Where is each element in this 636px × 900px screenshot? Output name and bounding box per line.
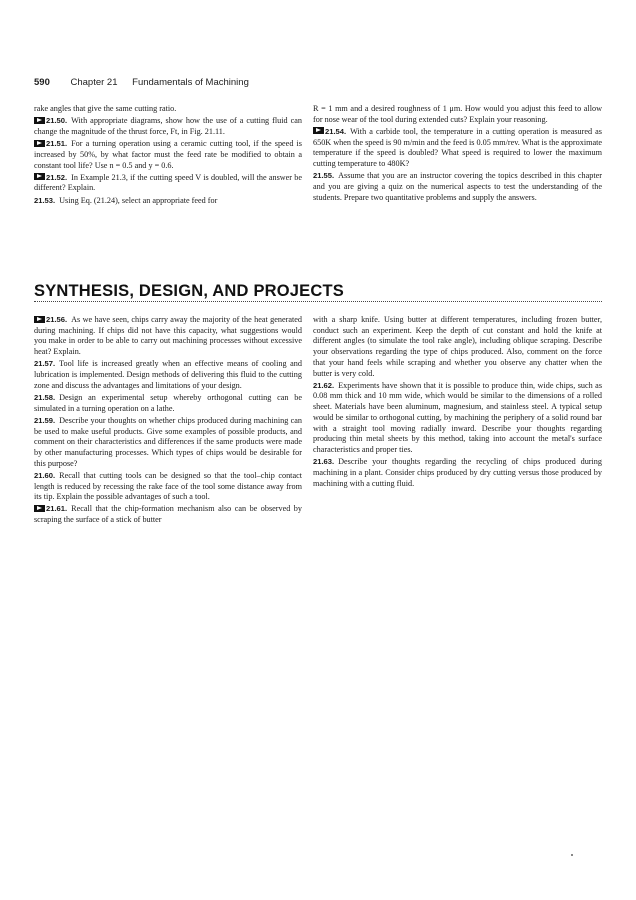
- problem-number: 21.63.: [313, 457, 335, 467]
- problem-text: Tool life is increased greatly when an effective means of cooling and lubrication is implemented. Design methods of delivering this fluid to the cutting zone and discuss the advantages and limitations of your design.: [34, 359, 302, 390]
- problem-number: 21.52.: [46, 172, 68, 182]
- page-number: 590: [34, 77, 50, 88]
- problem-text: With appropriate diagrams, show how the use of a cutting fluid can change the magnitude of the thrust force, Ft, in Fig. 21.11.: [34, 116, 302, 136]
- problem-text: As we have seen, chips carry away the majority of the heat generated during machining. If chips did not have this capacity, what suggestions would you make in order to be able to carry out machining processes without excessive heat? Explain.: [34, 315, 302, 357]
- problem-item: [34, 116, 302, 137]
- problem-number: 21.61.: [46, 504, 68, 514]
- section-title: SYNTHESIS, DESIGN, AND PROJECTS: [34, 282, 344, 300]
- problem-number: 21.56.: [46, 315, 68, 324]
- section-divider: [34, 301, 602, 302]
- video-solution-icon: [34, 117, 45, 124]
- problems-column-bottom-left: [34, 315, 302, 527]
- problems-column-top-right: [313, 104, 602, 205]
- problem-number: 21.60.: [34, 470, 56, 480]
- video-solution-icon: [34, 316, 45, 323]
- continuation-text: with a sharp knife. Using butter at different temperatures, including frozen butter, conduct such an experiment. Keep the depth of cut constant and hold the knife at different angles (to simulate the tool rake angle), including oblique scraping. Describe your observations regarding the type of chips produced. Also, comment on the force that your hand feels while scraping and whether you observe any chatter when the butter is very cold.: [313, 315, 602, 378]
- chapter-label: Chapter 21: [70, 77, 118, 88]
- problem-item: [313, 127, 602, 170]
- page-mark: [571, 854, 573, 856]
- video-solution-icon: [34, 140, 45, 147]
- problem-item: [34, 393, 302, 414]
- problem-text: Assume that you are an instructor covering the topics described in this chapter and you are giving a quiz on the numerical aspects to test the understanding of the students. Prepare two quantitative problems and supply the answers.: [313, 171, 602, 202]
- problem-text: Describe your thoughts on whether chips produced during machining can be used to make useful products. Give some examples of possible products, and comment on their characteristics and differences if the same products were made by other manufacturing processes. Which types of chips would be desirable for this purpose?: [34, 415, 302, 468]
- video-solution-icon: [34, 505, 45, 512]
- problem-number: 21.50.: [46, 116, 68, 126]
- problem-text: Describe your thoughts regarding the recycling of chips produced during machining in a plant. Consider chips produced by dry cutting versus those produced by machining with a cutting fluid.: [313, 457, 602, 488]
- problem-number: 21.51.: [46, 139, 68, 149]
- problem-number: 21.59.: [34, 415, 56, 425]
- problem-number: 21.53.: [34, 195, 56, 205]
- continuation-text: rake angles that give the same cutting ratio.: [34, 104, 177, 113]
- problem-text: In Example 21.3, if the cutting speed V is doubled, will the answer be different? Explain.: [34, 172, 302, 193]
- problem-item: [34, 315, 302, 358]
- problem-item: [34, 416, 302, 470]
- problem-text: Design an experimental setup whereby orthogonal cutting can be simulated in a turning operation on a lathe.: [34, 392, 302, 413]
- video-solution-icon: [313, 127, 324, 134]
- problem-text: Experiments have shown that it is possible to produce thin, wide chips, such as 0.08 mm thick and 10 mm wide, which would be similar to the dimensions of a rolled sheet. Materials have been aluminum, magnesium, and stainless steel. A typical setup would be similar to orthogonal cutting, by machining the periphery of a solid round bar with a straight tool moving radially inward. Describe your thoughts regarding producing thin metal sheets by this method, taking into account the metal's surface characteristics and proper ties.: [313, 380, 602, 454]
- problem-item: [34, 504, 302, 525]
- problem-item: [34, 471, 302, 503]
- problem-text: Recall that the chip-formation mechanism also can be observed by scraping the surface of a stick of butter: [34, 504, 302, 525]
- problem-item: [313, 381, 602, 456]
- problem-text: Recall that cutting tools can be designed so that the tool–chip contact length is reduced by recessing the rake face of the tool some distance away from its tip. Explain the possible advantages of such a tool.: [34, 470, 302, 502]
- problem-item: [34, 359, 302, 391]
- problems-column-top-left: [34, 104, 302, 208]
- problem-text: With a carbide tool, the temperature in a cutting operation is measured as 650K when the speed is 90 m/min and the feed is 0.05 mm/rev. What is the approximate temperature if the speed is doubled? What speed is required to lower the maximum cutting temperature to 480K?: [313, 126, 603, 169]
- problem-item: [34, 196, 302, 207]
- problem-number: 21.54.: [325, 126, 347, 136]
- problem-item: [34, 173, 302, 194]
- problem-number: 21.55.: [313, 171, 335, 181]
- problem-number: 21.58.: [34, 392, 56, 402]
- running-header: [34, 77, 249, 88]
- problem-number: 21.57.: [34, 359, 56, 369]
- video-solution-icon: [34, 173, 45, 180]
- problem-number: 21.62.: [313, 380, 335, 390]
- continuation-text: R = 1 mm and a desired roughness of 1 μm. How would you adjust this feed to allow for nose wear of the tool during extended cuts? Explain your reasoning.: [313, 104, 602, 124]
- problem-item: [313, 457, 602, 489]
- chapter-title: Fundamentals of Machining: [132, 77, 249, 88]
- problem-text: For a turning operation using a ceramic cutting tool, if the speed is increased by 50%, by what factor must the feed rate be modified to obtain a constant tool life? Use n = 0.5 and y = 0.6.: [34, 139, 302, 170]
- problem-text: Using Eq. (21.24), select an appropriate feed for: [59, 195, 218, 205]
- problem-item: [313, 171, 602, 203]
- problems-column-bottom-right: [313, 315, 602, 491]
- problem-item: [34, 139, 302, 171]
